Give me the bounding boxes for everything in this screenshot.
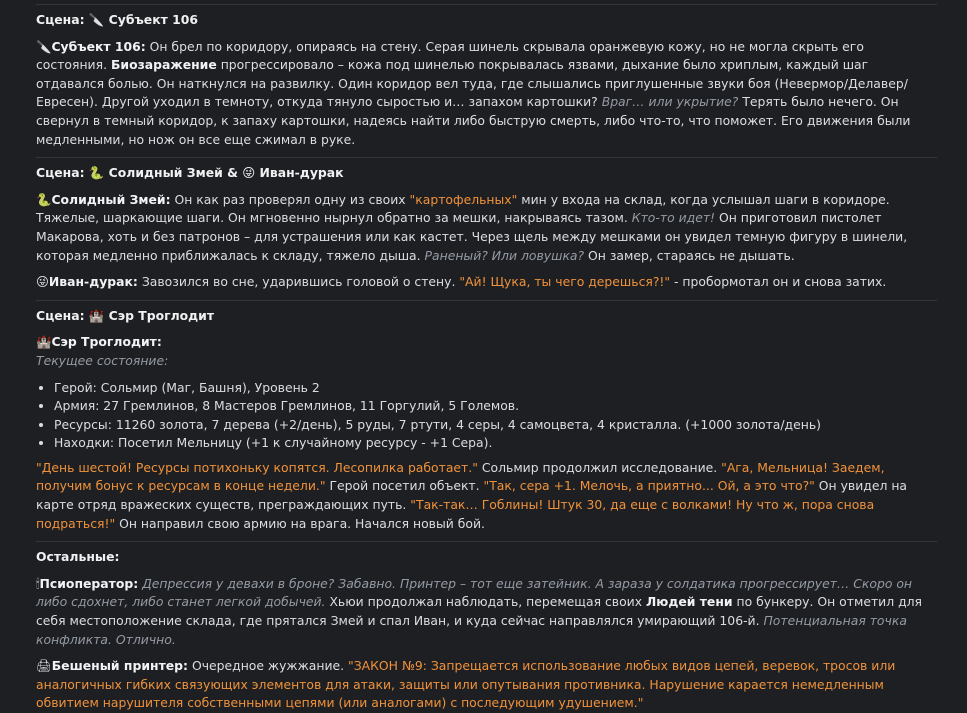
quote-text: "ЗАКОН №9: Запрещается использование любых видов цепей, веревок, тросов или аналогичных гибких связующих элементов для атаки, защиты или опутывания противника. Нарушение карается немедленным обвитием нарушителя собственными цепями (или аналогами) с последующим удушением." [36, 658, 896, 711]
castle-icon: 🏰 [88, 307, 105, 323]
quote-text: "Так-так… Гоблины! Штук 30, да еще с волками! Ну что ж, пора снова подраться!" [36, 497, 875, 531]
thought-text: Кто-то идет! [631, 210, 716, 226]
printer-paragraph: 🖨Бешеный принтер: Очередное жужжание. "ЗАКОН №9: Запрещается использование любых видов цепей, веревок, тросов или аналогичных гибких связующих элементов для атаки, защиты или опутывания противника. Нарушение карается немедленным обвитием нарушителя собственными цепями (или аналогами) с последующим удушением." [36, 658, 896, 711]
divider [36, 4, 937, 5]
thought-text: Потенциальная точка конфликта. Отлично. [36, 613, 907, 647]
scene-header-snake-ivan: Сцена: 🐍 Солидный Змей & 😜 Иван-дурак [36, 164, 937, 183]
character-name: Иван-дурак: [48, 274, 138, 290]
list-item: • Ресурсы: 11260 золота, 7 дерева (+2/день), 5 руды, 7 ртути, 4 серы, 4 самоцвета, 4 кристалла. (+1000 золота/день) [54, 416, 937, 435]
scene-header-troglodyte: Сцена: 🏰 Сэр Троглодит [36, 307, 937, 326]
troglodyte-paragraph: "День шестой! Ресурсы потихоньку копятся. Лесопилка работает." Сольмир продолжил исследование. "Ага, Мельница! Заедем, получим бонус к ресурсам в конце недели." Герой посетил объект. "Так, сера +1. Мелочь, а приятно... Ой, а это что?" Он увидел на карте отряд вражеских существ, преграждающих путь. "Так-так… Гоблины! Штук 30, да еще с волками! Ну что ж, пора снова подраться!" Он направил свою армию на врага. Начался новый бой. [36, 459, 908, 531]
castle-icon: 🏰 [36, 334, 52, 350]
divider [36, 541, 937, 542]
candle-icon: 🕯 [36, 575, 40, 591]
winking-face-icon: 😜 [242, 165, 256, 181]
character-name: Солидный Змей: [51, 191, 171, 207]
thought-text: Раненый? Или ловушка? [424, 247, 585, 263]
state-list [36, 379, 937, 453]
psioperator-paragraph: 🕯Псиоператор: Депрессия у девахи в броне? Забавно. Принтер – тот еще затейник. А зараза у солдатика прогрессирует… Скоро он либо сдохнет, либо станет легкой добычей. Хьюи продолжал наблюдать, перемещая своих Людей тени по бункеру. Он отметил для себя местоположение склада, где прятался Змей и спал Иван, и куда сейчас направлялся умирающий 106-й. Потенциальная точка конфликта. Отлично. [36, 575, 923, 647]
knife-icon: 🔪 [88, 12, 105, 27]
character-name: Субъект 106: [51, 38, 146, 54]
printer-icon: 🖨 [36, 658, 52, 674]
snake-icon: 🐍 [36, 191, 52, 207]
knife-icon: 🔪 [36, 38, 52, 54]
shadow-people-term: Людей тени [645, 594, 733, 610]
character-name: Сэр Троглодит: [51, 334, 162, 350]
list-item: • Находки: Посетил Мельницу (+1 к случайному ресурсу - +1 Сера). [54, 434, 937, 453]
snake-icon: 🐍 [88, 165, 105, 181]
quote-text: "Ага, Мельница! Заедем, получим бонус к ресурсам в конце недели." [36, 459, 885, 494]
quote-text: "картофельных" [409, 191, 518, 207]
divider [36, 300, 937, 301]
thought-text: Враг… или укрытие? [601, 94, 739, 110]
character-name: Бешеный принтер: [51, 658, 188, 674]
others-header: Остальные: [36, 549, 120, 565]
snake-paragraph: 🐍Солидный Змей: Он как раз проверял одну из своих "картофельных" мин у входа на склад, когда услышал шаги в коридоре. Тяжелые, шаркающие шаги. Он мгновенно нырнул обратно за мешки, накрываясь тазом. Кто-то идет! Он приготовил пистолет Макарова, хоть и без патронов – для устрашения или как кастет. Через щель между мешками он увидел темную фигуру в шинели, которая медленно приближалась к складу, тяжело дыша. Раненый? Или ловушка? Он замер, стараясь не дышать. [36, 191, 908, 263]
winking-face-icon: 😜 [36, 274, 49, 290]
quote-text: "Так, сера +1. Мелочь, а приятно... Ой, а это что?" [483, 478, 815, 494]
bio-term: Биозаражение [110, 57, 217, 73]
troglodyte-name-line [36, 333, 937, 352]
divider [36, 157, 937, 158]
quote-text: "Ай! Щука, ты чего дерешься?!" [459, 274, 671, 290]
state-label: Текущее состояние: [36, 352, 169, 368]
subject-106-paragraph: 🔪Субъект 106: Он брел по коридору, опираясь на стену. Серая шинель скрывала оранжевую кожу, но не могла скрыть его состояния. Биозаражение прогрессировало – кожа под шинелью покрывалась язвами, дыхание было хриплым, каждый шаг отдавался болью. Он наткнулся на развилку. Один коридор вел туда, где слышались приглушенные звуки боя (Невермор/Делавер/Евресен). Другой уходил в темноту, откуда тянуло сыростью и… запахом картошки? Враг… или укрытие? Терять было нечего. Он свернул в темный коридор, к запаху картошки, надеясь найти либо быструю смерть, либо что-то, что поможет. Его движения были медленными, но нож он все еще сжимал в руке. [36, 38, 911, 147]
scene-header-subject-106: Сцена: 🔪 Субъект 106 [36, 11, 937, 30]
list-item: • Герой: Сольмир (Маг, Башня), Уровень 2 [54, 379, 937, 398]
list-item: • Армия: 27 Гремлинов, 8 Мастеров Гремлинов, 11 Горгулий, 5 Големов. [54, 397, 937, 416]
thought-text: Депрессия у девахи в броне? Забавно. Принтер – тот еще затейник. А зараза у солдатика прогрессирует… Скоро он либо сдохнет, либо станет легкой добычей. [36, 575, 913, 610]
ivan-paragraph: 😜Иван-дурак: Завозился во сне, ударившись головой о стену. "Ай! Щука, ты чего дерешься?!" - пробормотал он и снова затих. [36, 273, 937, 292]
character-name: Псиоператор: [39, 575, 139, 591]
quote-text: "День шестой! Ресурсы потихоньку копятся. Лесопилка работает." [36, 459, 478, 475]
